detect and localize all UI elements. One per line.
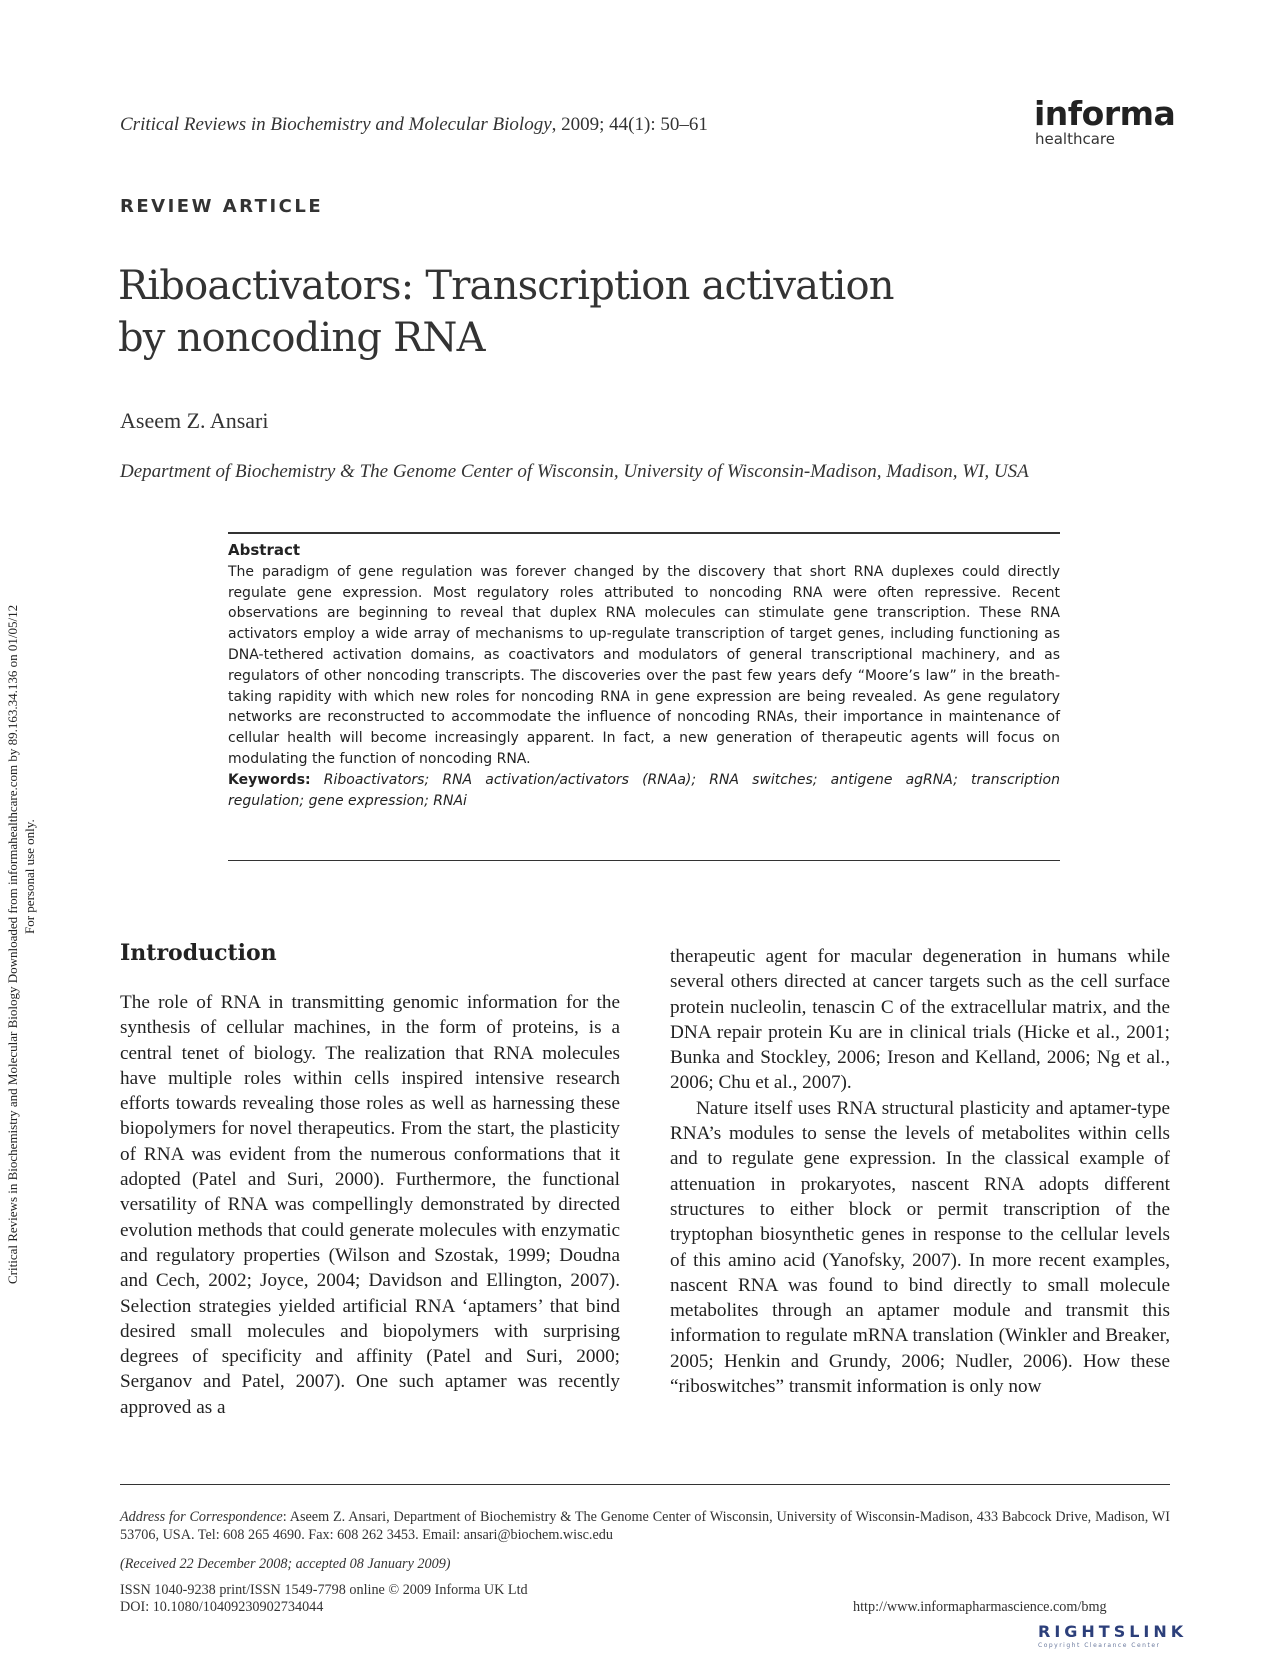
abstract-heading: Abstract	[228, 541, 301, 559]
doi-line: DOI: 10.1080/10409230902734044	[120, 1599, 324, 1615]
issn-line: ISSN 1040-9238 print/ISSN 1549-7798 online © 2009 Informa UK Ltd	[120, 1582, 528, 1598]
title-line-1: Riboactivators: Transcription activation	[118, 263, 894, 309]
keywords-label: Keywords:	[228, 771, 311, 788]
body-column-left	[120, 990, 620, 1420]
journal-name: Critical Reviews in Biochemistry and Molecular Biology	[120, 114, 552, 135]
article-title	[118, 260, 1018, 364]
logo-subtitle: healthcare	[1035, 130, 1115, 148]
abstract-bottom-rule	[228, 860, 1060, 861]
correspondence-address	[120, 1509, 1170, 1544]
footer-rule	[120, 1484, 1170, 1485]
journal-url-link[interactable]: http://www.informapharmascience.com/bmg	[853, 1599, 1107, 1615]
logo-wordmark: informa	[1034, 94, 1176, 133]
publisher-logo	[1034, 96, 1175, 148]
body-column-right	[670, 944, 1170, 1399]
rightslink-logo[interactable]	[1038, 1622, 1187, 1649]
section-heading-introduction: Introduction	[120, 940, 277, 966]
keywords	[228, 770, 1060, 812]
correspondence-text: : Aseem Z. Ansari, Department of Biochemistry & The Genome Center of Wisconsin, University of Wisconsin-Madison, 433 Babcock Drive, Madison, WI 53706, USA. Tel: 608 265 4690. Fax: 608 262 3453. Email: ansari@biochem.wisc.edu	[120, 1509, 1170, 1543]
paragraph: Nature itself uses RNA structural plasticity and aptamer-type RNA’s modules to sense the levels of metabolites within cells and to regulate gene expression. In the classical example of attenuation in prokaryotes, nascent RNA adopts different structures to either block or permit transcription of the tryptophan biosynthetic genes in response to the cellular levels of this amino acid (Yanofsky, 2007). In more recent examples, nascent RNA was found to bind directly to small molecule metabolites through an aptamer module and transmit this information to regulate mRNA translation (Winkler and Breaker, 2005; Henkin and Grundy, 2006; Nudler, 2006). How these “riboswitches” transmit information is only now	[670, 1097, 1170, 1398]
article-type: REVIEW ARTICLE	[120, 196, 324, 217]
keywords-list: Riboactivators; RNA activation/activators (RNAa); RNA switches; antigene agRNA; transcription regulation; gene expression; RNAi	[228, 771, 1060, 809]
author-affiliation: Department of Biochemistry & The Genome Center of Wisconsin, University of Wisconsin-Madison, Madison, WI, USA	[120, 461, 1029, 482]
journal-volume-info: , 2009; 44(1): 50–61	[551, 114, 708, 135]
abstract-section	[228, 540, 1060, 811]
title-line-2: by noncoding RNA	[118, 315, 485, 361]
journal-citation	[120, 114, 708, 136]
abstract-top-rule	[228, 532, 1060, 534]
paragraph: The role of RNA in transmitting genomic information for the synthesis of cellular machines, in the form of proteins, is a central tenet of biology. The realization that RNA molecules have multiple roles within cells inspired intensive research efforts towards revealing those roles as well as harnessing these biopolymers for novel therapeutics. From the start, the plasticity of RNA was evident from the numerous conformations that it adopted (Patel and Suri, 2000). Furthermore, the functional versatility of RNA was compellingly demonstrated by directed evolution methods that could generate molecules with enzymatic and regulatory properties (Wilson and Szostak, 1999; Doudna and Cech, 2002; Joyce, 2004; Davidson and Ellington, 2007). Selection strategies yielded artificial RNA ‘aptamers’ that bind desired small molecules and biopolymers with surprising degrees of specificity and affinity (Patel and Suri, 2000; Serganov and Patel, 2007). One such aptamer was recently approved as a	[120, 992, 620, 1418]
download-watermark	[0, 0, 37, 1654]
abstract-text: The paradigm of gene regulation was forever changed by the discovery that short RNA duplexes could directly regulate gene expression. Most regulatory roles attributed to noncoding RNA were often repressive. Recent observations are beginning to reveal that duplex RNA molecules can stimulate gene transcription. These RNA activators employ a wide array of mechanisms to up-regulate transcription of target genes, including functioning as DNA-tethered activation domains, as coactivators and modulators of general transcriptional machinery, and as regulators of other noncoding transcripts. The discoveries over the past few years defy “Moore’s law” in the breath-taking rapidity with which new roles for noncoding RNA in gene expression are being revealed. As gene regulatory networks are reconstructed to accommodate the influence of noncoding RNAs, their importance in maintenance of cellular health will become increasingly apparent. In fact, a new generation of therapeutic agents will focus on modulating the function of noncoding RNA.	[228, 563, 1060, 767]
author-name: Aseem Z. Ansari	[120, 408, 269, 433]
rightslink-subtitle: Copyright Clearance Center	[1038, 1642, 1161, 1649]
rightslink-wordmark: RIGHTSLINK	[1038, 1622, 1188, 1641]
correspondence-label: Address for Correspondence	[120, 1509, 283, 1525]
watermark-line-1: Critical Reviews in Biochemistry and Molecular Biology Downloaded from informahealthcare.com by 89.163.34.136 on 01/05/12	[5, 604, 20, 1284]
received-dates: (Received 22 December 2008; accepted 08 January 2009)	[120, 1556, 451, 1572]
paragraph: therapeutic agent for macular degeneration in humans while several others directed at cancer targets such as the cell surface protein nucleolin, tenascin C of the extracellular matrix, and the DNA repair protein Ku are in clinical trials (Hicke et al., 2001; Bunka and Stockley, 2006; Ireson and Kelland, 2006; Ng et al., 2006; Chu et al., 2007).	[670, 946, 1170, 1094]
watermark-line-2: For personal use only.	[22, 819, 37, 934]
